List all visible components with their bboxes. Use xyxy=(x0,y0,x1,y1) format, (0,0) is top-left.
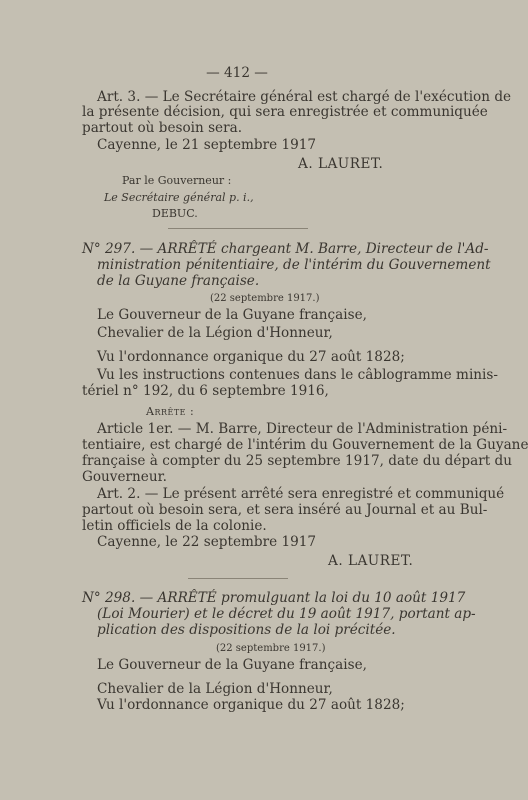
art3-line-3: partout où besoin sera. xyxy=(82,120,243,136)
par-le-gouverneur: Par le Gouverneur : xyxy=(122,174,232,187)
n297-article1-line-4: Gouverneur. xyxy=(82,469,167,485)
n297-art2-line-2: partout où besoin sera, et sera inséré au Journal et au Bul- xyxy=(82,502,488,518)
secretaire-name: DEBUC. xyxy=(152,207,198,220)
n297-vu-instructions-1: Vu les instructions contenues dans le câblogramme minis- xyxy=(97,367,498,383)
art3-signature: A. LAURET. xyxy=(298,156,384,172)
n297-chevalier: Chevalier de la Légion d'Honneur, xyxy=(97,325,333,341)
n297-heading-line-1: N° 297. — ARRÊTÉ chargeant M. Barre, Directeur de l'Ad- xyxy=(82,241,489,257)
n298-gouverneur: Le Gouverneur de la Guyane française, xyxy=(97,657,367,673)
n297-heading-line-3: de la Guyane française. xyxy=(97,273,260,289)
n297-article1-line-2: tentiaire, est chargé de l'intérim du Gouvernement de la Guyane xyxy=(82,437,528,453)
n297-heading-line-2: ministration pénitentiaire, de l'intérim du Gouvernement xyxy=(97,257,491,273)
n297-date-line: Cayenne, le 22 septembre 1917 xyxy=(97,534,317,550)
art3-date-line: Cayenne, le 21 septembre 1917 xyxy=(97,137,317,153)
n297-vu-ordonnance: Vu l'ordonnance organique du 27 août 1828; xyxy=(97,349,405,365)
n298-date: (22 septembre 1917.) xyxy=(216,643,326,654)
separator-rule-2 xyxy=(188,578,288,579)
n297-art2-line-3: letin officiels de la colonie. xyxy=(82,518,267,534)
n297-gouverneur: Le Gouverneur de la Guyane française, xyxy=(97,307,367,323)
page-number: — 412 — xyxy=(206,65,268,81)
n297-article1-line-1: Article 1er. — M. Barre, Directeur de l'Administration péni- xyxy=(97,421,508,437)
n297-article1-line-3: française à compter du 25 septembre 1917, date du départ du xyxy=(82,453,512,469)
n298-chevalier: Chevalier de la Légion d'Honneur, xyxy=(97,681,333,697)
n297-signature: A. LAURET. xyxy=(328,553,414,569)
n298-heading-line-2: (Loi Mourier) et le décret du 19 août 1917, portant ap- xyxy=(97,606,476,622)
n298-heading-line-1: N° 298. — ARRÊTÉ promulguant la loi du 10 août 1917 xyxy=(82,590,466,606)
n298-vu-ordonnance: Vu l'ordonnance organique du 27 août 1828; xyxy=(97,697,405,713)
n297-art2-line-1: Art. 2. — Le présent arrêté sera enregistré et communiqué xyxy=(97,486,505,502)
separator-rule xyxy=(168,228,308,229)
art3-line-2: la présente décision, qui sera enregistrée et communiquée xyxy=(82,104,488,120)
secretaire-general: Le Secrétaire général p. i., xyxy=(104,191,254,204)
art3-line-1: Art. 3. — Le Secrétaire général est chargé de l'exécution de xyxy=(97,89,512,105)
n297-arrete: Arrête : xyxy=(146,405,195,418)
n297-date: (22 septembre 1917.) xyxy=(210,293,320,304)
n297-vu-instructions-2: tériel n° 192, du 6 septembre 1916, xyxy=(82,383,329,399)
n298-heading-line-3: plication des dispositions de la loi précitée. xyxy=(97,622,396,638)
